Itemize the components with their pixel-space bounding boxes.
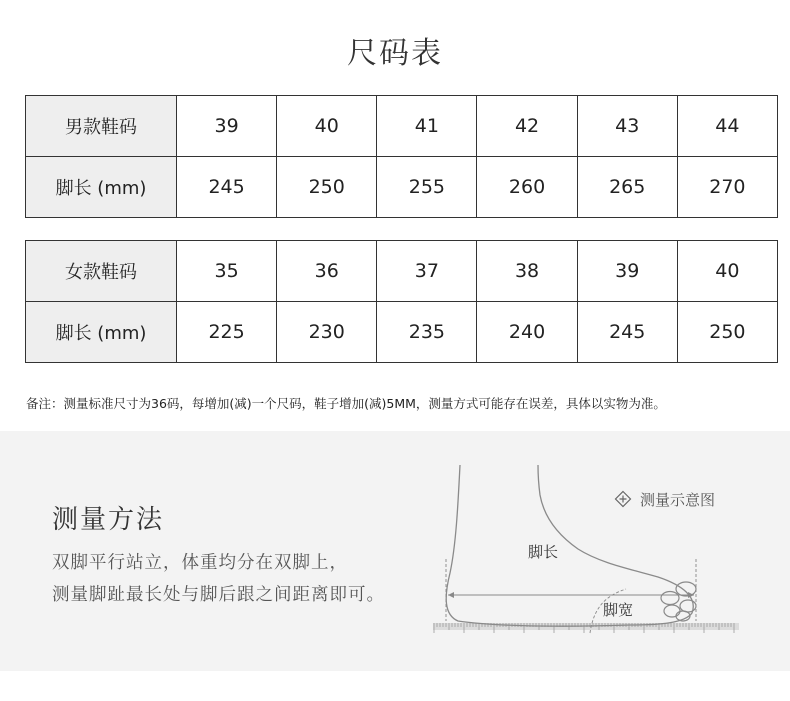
- women-length-header: 脚长 (mm): [26, 302, 177, 363]
- method-line-1: 双脚平行站立，体重均分在双脚上，: [52, 553, 348, 573]
- table-cell: 240: [477, 302, 577, 363]
- foot-width-label: 脚宽: [603, 601, 634, 619]
- foot-outline-icon: [446, 465, 693, 626]
- men-size-header: 男款鞋码: [26, 96, 177, 157]
- method-line-2: 测量脚趾最长处与脚后跟之间距离即可。: [52, 585, 385, 605]
- table-cell: 245: [177, 157, 277, 218]
- table-cell: 39: [577, 241, 677, 302]
- table-cell: 44: [677, 96, 777, 157]
- women-size-header: 女款鞋码: [26, 241, 177, 302]
- table-cell: 265: [577, 157, 677, 218]
- table-cell: 40: [677, 241, 777, 302]
- table-cell: 43: [577, 96, 677, 157]
- table-row: [26, 96, 778, 157]
- size-note: 备注：测量标准尺寸为36码，每增加(减)一个尺码，鞋子增加(减)5MM，测量方式可能存在误差，具体以实物为准。: [26, 396, 666, 411]
- women-size-table: [25, 240, 778, 363]
- table-cell: 36: [277, 241, 377, 302]
- table-row: [26, 157, 778, 218]
- foot-length-arrow: [446, 559, 696, 621]
- ruler: [433, 623, 739, 633]
- table-cell: 39: [177, 96, 277, 157]
- table-cell: 35: [177, 241, 277, 302]
- table-cell: 37: [377, 241, 477, 302]
- table-cell: 255: [377, 157, 477, 218]
- table-cell: 225: [177, 302, 277, 363]
- men-size-table: [25, 95, 778, 218]
- table-cell: 235: [377, 302, 477, 363]
- table-cell: 41: [377, 96, 477, 157]
- foot-diagram: [430, 465, 745, 645]
- method-title: 测量方法: [52, 505, 165, 535]
- table-cell: 40: [277, 96, 377, 157]
- table-cell: 260: [477, 157, 577, 218]
- table-cell: 245: [577, 302, 677, 363]
- table-cell: 270: [677, 157, 777, 218]
- legend-label: 测量示意图: [640, 491, 716, 509]
- table-row: [26, 302, 778, 363]
- foot-length-label: 脚长: [528, 543, 559, 561]
- men-length-header: 脚长 (mm): [26, 157, 177, 218]
- table-cell: 42: [477, 96, 577, 157]
- table-row: [26, 241, 778, 302]
- table-cell: 38: [477, 241, 577, 302]
- table-cell: 250: [277, 157, 377, 218]
- page-title: 尺码表: [347, 36, 443, 71]
- table-cell: 230: [277, 302, 377, 363]
- measure-method-panel: [0, 431, 790, 671]
- table-cell: 250: [677, 302, 777, 363]
